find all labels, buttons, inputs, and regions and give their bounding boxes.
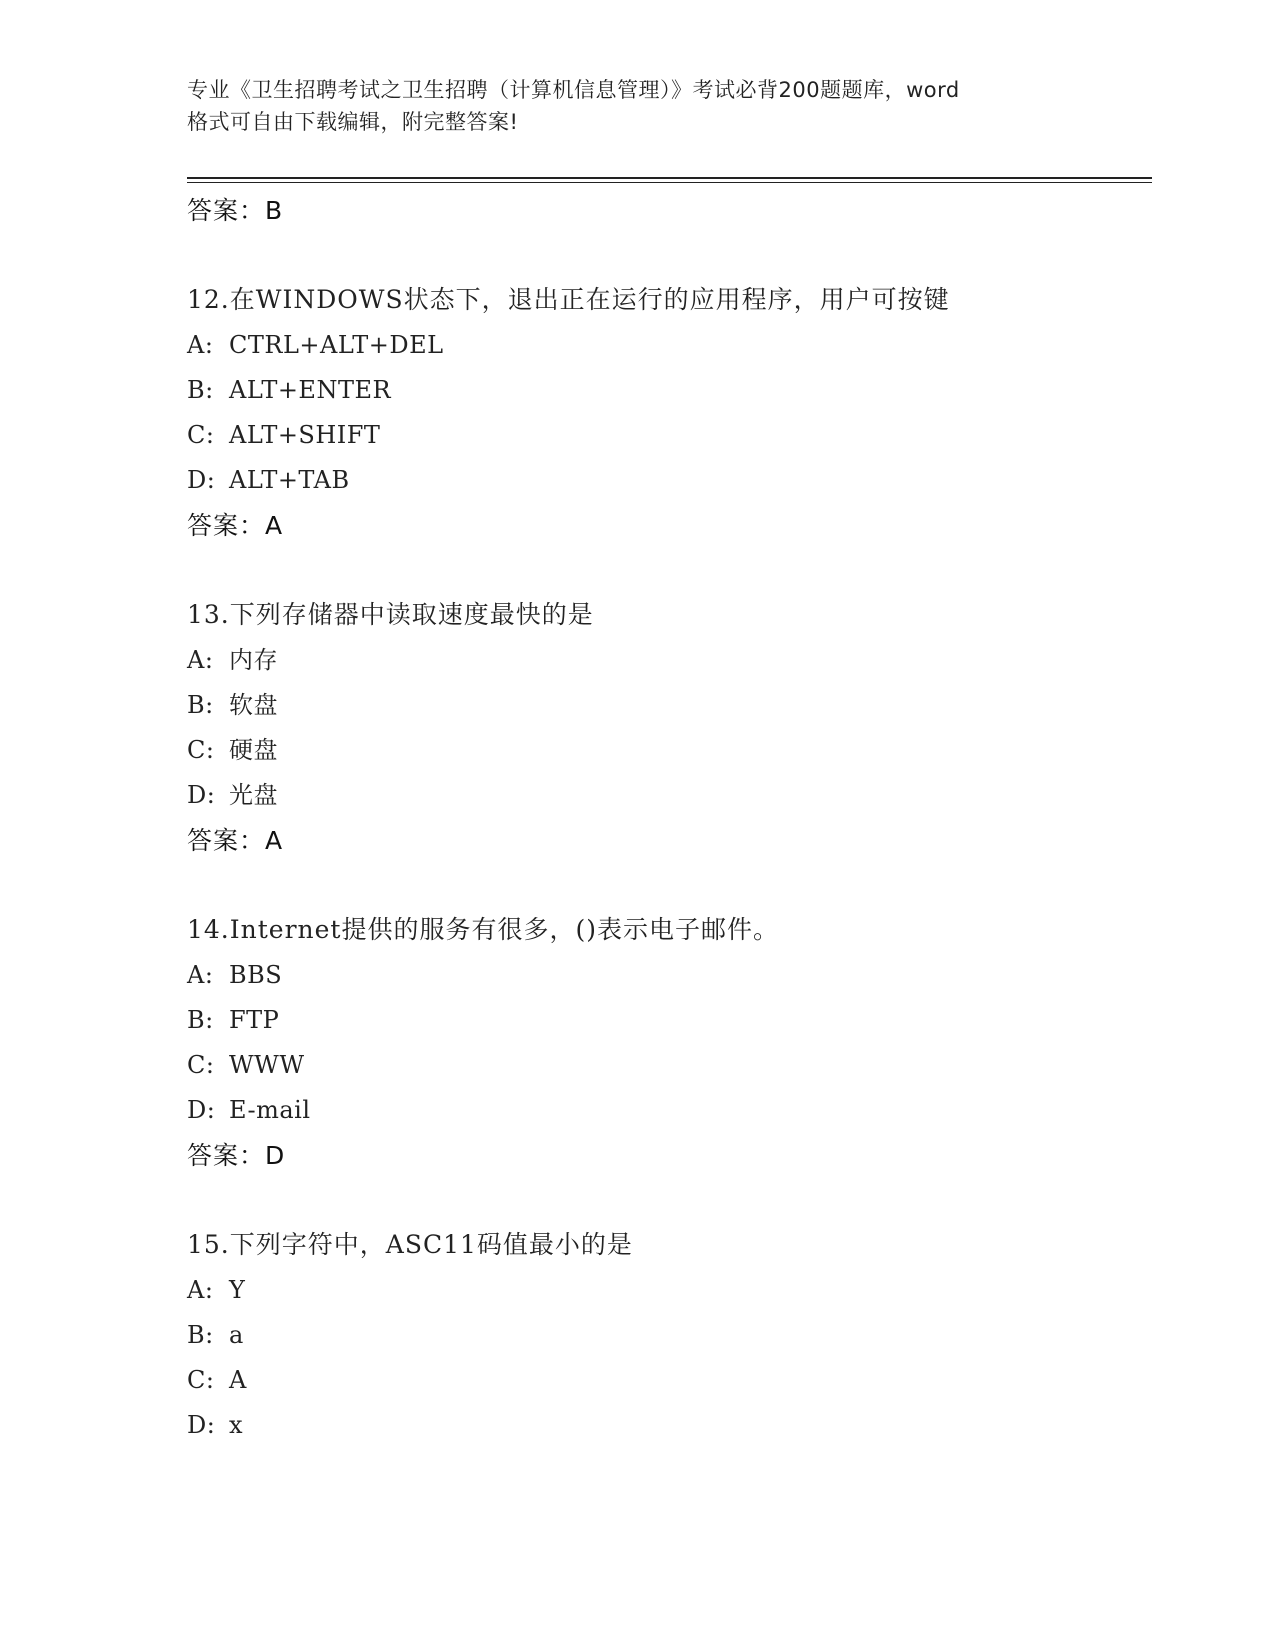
option-value: A <box>229 1366 247 1394</box>
answer-text: 答案：A <box>187 826 284 855</box>
option-a <box>187 1268 1152 1313</box>
option-c <box>187 1043 1152 1088</box>
option-key: C: <box>187 421 215 449</box>
option-value: x <box>229 1411 244 1439</box>
option-key: D: <box>187 781 216 809</box>
document-content <box>187 188 1152 1448</box>
option-value: ALT+ENTER <box>229 376 392 404</box>
option-b <box>187 1313 1152 1358</box>
option-c <box>187 1358 1152 1403</box>
option-value: 硬盘 <box>229 736 278 764</box>
option-d <box>187 1403 1152 1448</box>
question-block-12 <box>187 277 1152 549</box>
option-key: C: <box>187 1051 215 1079</box>
option-key: D: <box>187 466 216 494</box>
answer-text: 答案：A <box>187 511 284 540</box>
option-key: B: <box>187 376 214 404</box>
question-block-14 <box>187 907 1152 1179</box>
option-value: Y <box>229 1276 246 1304</box>
option-value: WWW <box>229 1051 305 1079</box>
question-text: 15.下列字符中，ASC11码值最小的是 <box>187 1230 633 1259</box>
previous-answer: 答案：B <box>187 196 284 225</box>
option-value: 软盘 <box>229 691 278 719</box>
header-rule-thick <box>187 177 1152 179</box>
header-line-2: 格式可自由下载编辑，附完整答案! <box>187 110 519 134</box>
option-key: D: <box>187 1411 216 1439</box>
option-key: D: <box>187 1096 216 1124</box>
header-line-1: 专业《卫生招聘考试之卫生招聘（计算机信息管理）》考试必背200题题库，word <box>187 78 960 102</box>
option-d <box>187 773 1152 818</box>
option-b <box>187 998 1152 1043</box>
answer-text: 答案：D <box>187 1141 286 1170</box>
question-text: 14.Internet提供的服务有很多，()表示电子邮件。 <box>187 915 779 944</box>
option-value: BBS <box>229 961 283 989</box>
document-header <box>187 74 1087 138</box>
option-key: B: <box>187 691 214 719</box>
option-b <box>187 368 1152 413</box>
option-key: A: <box>187 1276 214 1304</box>
question-text: 13.下列存储器中读取速度最快的是 <box>187 600 594 629</box>
option-key: A: <box>187 331 214 359</box>
option-key: A: <box>187 646 214 674</box>
option-b <box>187 683 1152 728</box>
option-key: C: <box>187 1366 215 1394</box>
option-value: ALT+TAB <box>229 466 350 494</box>
option-value: a <box>229 1321 244 1349</box>
option-value: E-mail <box>229 1096 311 1124</box>
option-key: A: <box>187 961 214 989</box>
option-key: B: <box>187 1006 214 1034</box>
option-value: CTRL+ALT+DEL <box>229 331 444 359</box>
option-d <box>187 1088 1152 1133</box>
header-rule-thin <box>187 182 1152 183</box>
option-value: 内存 <box>229 646 278 674</box>
option-a <box>187 953 1152 998</box>
question-block-13 <box>187 592 1152 864</box>
option-value: ALT+SHIFT <box>229 421 381 449</box>
option-c <box>187 413 1152 458</box>
option-a <box>187 323 1152 368</box>
question-text: 12.在WINDOWS状态下，退出正在运行的应用程序，用户可按键 <box>187 285 950 314</box>
option-value: 光盘 <box>229 781 278 809</box>
option-key: B: <box>187 1321 214 1349</box>
option-key: C: <box>187 736 215 764</box>
option-d <box>187 458 1152 503</box>
option-c <box>187 728 1152 773</box>
option-a <box>187 638 1152 683</box>
question-block-15 <box>187 1222 1152 1448</box>
option-value: FTP <box>229 1006 280 1034</box>
document-page <box>187 0 1152 1650</box>
